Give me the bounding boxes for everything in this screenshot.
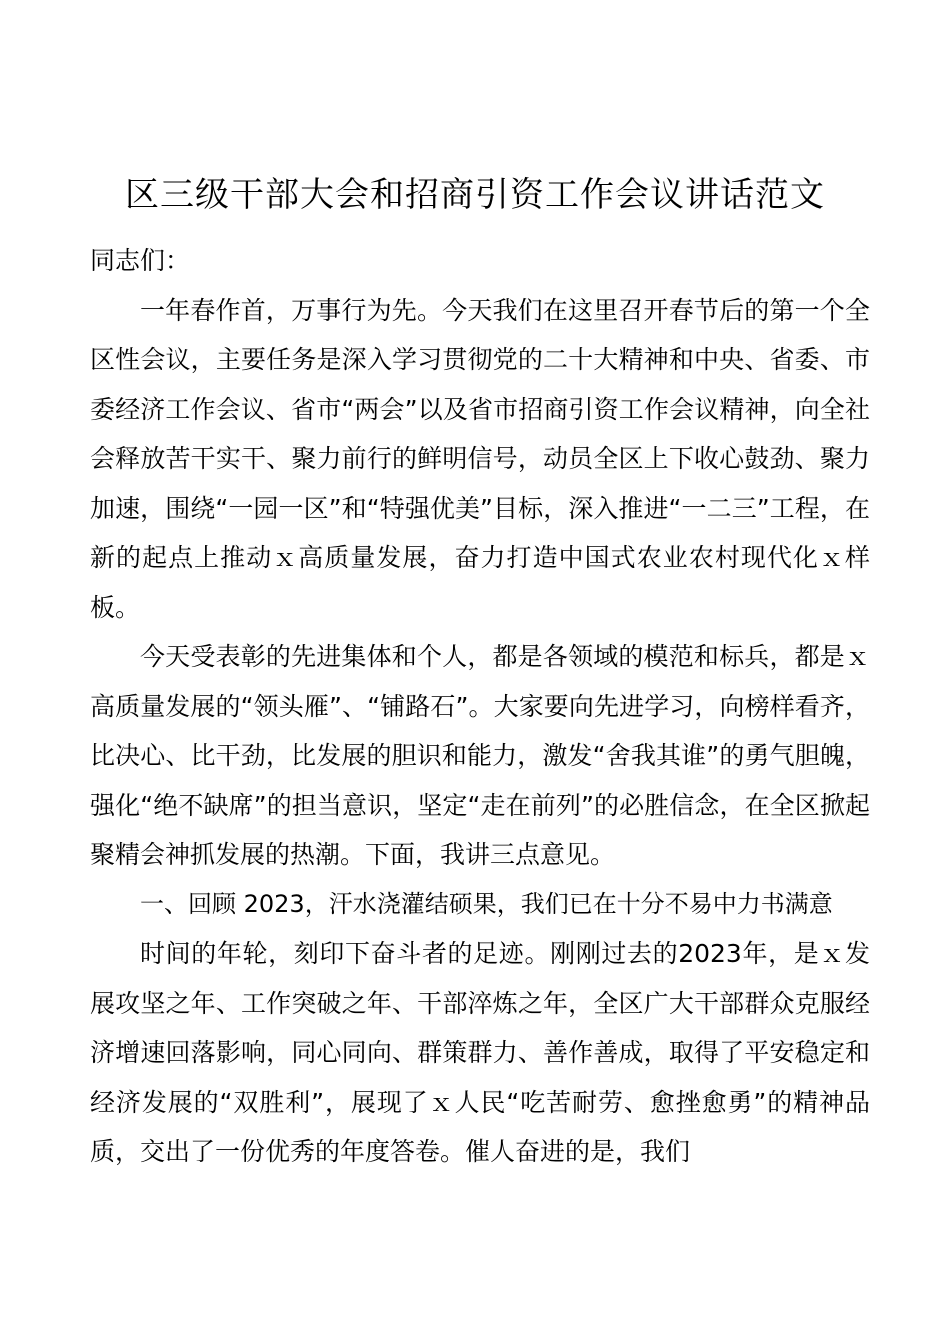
paragraph: 一年春作首，万事行为先。今天我们在这里召开春节后的第一个全区性会议，主要任务是深入学习贯彻党的二十大精神和中央、省委、市委经济工作会议、省市“两会”以及省市招商引资工作会议精神，向全社会释放苦干实干、聚力前行的鲜明信号，动员全区上下收心鼓劲、聚力加速，围绕“一园一区”和“特强优美”目标，深入推进“一二三”工程，在新的起点上推动ｘ高质量发展，奋力打造中国式农业农村现代化ｘ样板。 bbox=[90, 295, 870, 622]
paragraph: 时间的年轮，刻印下奋斗者的足迹。刚刚过去的2023年，是ｘ发展攻坚之年、工作突破之年、干部淬炼之年，全区广大干部群众克服经济增速回落影响，同心同向、群策群力、善作善成，取得了平安稳定和经济发展的“双胜利”，展现了ｘ人民“吃苦耐劳、愈挫愈勇”的精神品质，交出了一份优秀的年度答卷。催人奋进的是，我们 bbox=[90, 939, 870, 1166]
document-title: 区三级干部大会和招商引资工作会议讲话范文 bbox=[125, 175, 825, 215]
salutation: 同志们： bbox=[90, 246, 191, 275]
section-heading: 一、回顾 2023，汗水浇灌结硕果，我们已在十分不易中力书满意 bbox=[140, 889, 833, 918]
document-body bbox=[90, 236, 870, 1177]
paragraph: 今天受表彰的先进集体和个人，都是各领域的模范和标兵，都是ｘ高质量发展的“领头雁”、“铺路石”。大家要向先进学习，向榜样看齐，比决心、比干劲，比发展的胆识和能力，激发“舍我其谁”的勇气胆魄，强化“绝不缺席”的担当意识，坚定“走在前列”的必胜信念，在全区掀起聚精会神抓发展的热潮。下面，我讲三点意见。 bbox=[90, 642, 870, 869]
